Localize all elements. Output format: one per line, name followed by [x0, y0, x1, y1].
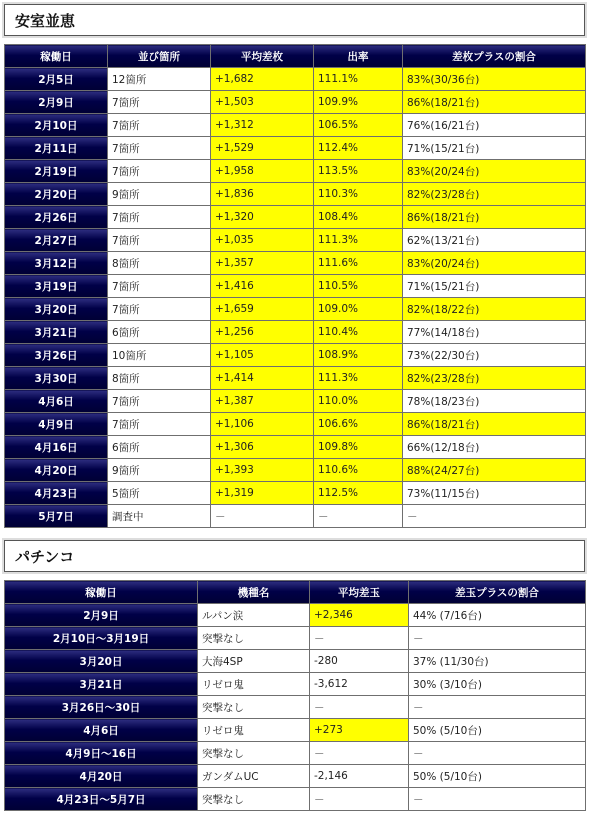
table-row — [5, 114, 586, 137]
average-diff-cell: +1,320 — [211, 206, 314, 229]
model-cell: 突撃なし — [198, 627, 310, 650]
date-cell: 3月26日 — [5, 344, 108, 367]
payout-rate-cell: － — [314, 505, 403, 528]
plus-ratio-cell: 83%(30/36台) — [403, 68, 586, 91]
plus-ratio-cell: 73%(22/30台) — [403, 344, 586, 367]
date-cell: 3月19日 — [5, 275, 108, 298]
plus-ratio-cell: 88%(24/27台) — [403, 459, 586, 482]
date-cell: 4月6日 — [5, 390, 108, 413]
section-title-text: パチンコ — [15, 548, 75, 566]
average-diff-cell: +1,416 — [211, 275, 314, 298]
date-cell: 4月23日～5月7日 — [5, 788, 198, 811]
date-cell: 3月12日 — [5, 252, 108, 275]
locations-cell: 9箇所 — [108, 183, 211, 206]
locations-cell: 7箇所 — [108, 160, 211, 183]
payout-rate-cell: 108.9% — [314, 344, 403, 367]
table-row — [5, 505, 586, 528]
table-header-row — [5, 45, 586, 68]
model-cell: リゼロ鬼 — [198, 719, 310, 742]
table-row — [5, 68, 586, 91]
average-diff-cell: +1,529 — [211, 137, 314, 160]
locations-cell: 6箇所 — [108, 321, 211, 344]
payout-rate-cell: 110.0% — [314, 390, 403, 413]
header-locations: 並び箇所 — [108, 45, 211, 68]
date-cell: 2月27日 — [5, 229, 108, 252]
plus-ratio-cell: 71%(15/21台) — [403, 137, 586, 160]
average-diff-cell: +1,503 — [211, 91, 314, 114]
payout-rate-cell: 110.3% — [314, 183, 403, 206]
section-title-pachinko — [4, 540, 585, 572]
table-row — [5, 627, 586, 650]
table-row — [5, 765, 586, 788]
locations-cell: 5箇所 — [108, 482, 211, 505]
average-balls-cell: -3,612 — [310, 673, 409, 696]
average-diff-cell: +1,357 — [211, 252, 314, 275]
plus-ratio-cell: 73%(11/15台) — [403, 482, 586, 505]
table-row — [5, 298, 586, 321]
average-diff-cell: +1,306 — [211, 436, 314, 459]
date-cell: 3月21日 — [5, 321, 108, 344]
date-cell: 5月7日 — [5, 505, 108, 528]
locations-cell: 7箇所 — [108, 298, 211, 321]
average-diff-cell: +1,106 — [211, 413, 314, 436]
model-cell: 突撃なし — [198, 696, 310, 719]
locations-cell: 8箇所 — [108, 367, 211, 390]
header-payout-rate: 出率 — [314, 45, 403, 68]
table-row — [5, 252, 586, 275]
average-balls-cell: +2,346 — [310, 604, 409, 627]
locations-cell: 7箇所 — [108, 114, 211, 137]
average-balls-cell: － — [310, 788, 409, 811]
table-row — [5, 436, 586, 459]
average-balls-cell: -280 — [310, 650, 409, 673]
plus-ratio-cell: 82%(23/28台) — [403, 367, 586, 390]
plus-ratio-cell: 86%(18/21台) — [403, 91, 586, 114]
table-row — [5, 160, 586, 183]
date-cell: 2月26日 — [5, 206, 108, 229]
header-average-balls: 平均差玉 — [310, 581, 409, 604]
table-row — [5, 275, 586, 298]
table-row — [5, 137, 586, 160]
date-cell: 2月5日 — [5, 68, 108, 91]
locations-cell: 調査中 — [108, 505, 211, 528]
table-row — [5, 206, 586, 229]
plus-ratio-cell: 82%(23/28台) — [403, 183, 586, 206]
plus-ratio-cell: 37% (11/30台) — [409, 650, 586, 673]
payout-rate-cell: 109.8% — [314, 436, 403, 459]
model-cell: ガンダムUC — [198, 765, 310, 788]
table-row — [5, 482, 586, 505]
date-cell: 3月20日 — [5, 650, 198, 673]
locations-cell: 7箇所 — [108, 390, 211, 413]
header-model: 機種名 — [198, 581, 310, 604]
model-cell: 突撃なし — [198, 788, 310, 811]
date-cell: 3月26日～30日 — [5, 696, 198, 719]
plus-ratio-cell: 78%(18/23台) — [403, 390, 586, 413]
date-cell: 4月20日 — [5, 765, 198, 788]
payout-rate-cell: 106.6% — [314, 413, 403, 436]
locations-cell: 7箇所 — [108, 229, 211, 252]
table-row — [5, 788, 586, 811]
table-row — [5, 719, 586, 742]
plus-ratio-cell: 50% (5/10台) — [409, 719, 586, 742]
table-row — [5, 673, 586, 696]
plus-ratio-cell: 83%(20/24台) — [403, 252, 586, 275]
plus-ratio-cell: 82%(18/22台) — [403, 298, 586, 321]
date-cell: 2月11日 — [5, 137, 108, 160]
plus-ratio-cell: 50% (5/10台) — [409, 765, 586, 788]
average-diff-cell: +1,105 — [211, 344, 314, 367]
payout-rate-cell: 106.5% — [314, 114, 403, 137]
plus-ratio-cell: － — [409, 627, 586, 650]
plus-ratio-cell: － — [409, 742, 586, 765]
payout-rate-cell: 110.6% — [314, 459, 403, 482]
table-header-row — [5, 581, 586, 604]
plus-ratio-cell: － — [403, 505, 586, 528]
table-row — [5, 183, 586, 206]
pachinko-results-table — [4, 580, 586, 811]
date-cell: 4月6日 — [5, 719, 198, 742]
average-diff-cell: +1,035 — [211, 229, 314, 252]
locations-cell: 6箇所 — [108, 436, 211, 459]
payout-rate-cell: 109.9% — [314, 91, 403, 114]
average-diff-cell: +1,393 — [211, 459, 314, 482]
locations-cell: 7箇所 — [108, 91, 211, 114]
date-cell: 4月9日～16日 — [5, 742, 198, 765]
table-row — [5, 650, 586, 673]
table-row — [5, 321, 586, 344]
plus-ratio-cell: 76%(16/21台) — [403, 114, 586, 137]
payout-rate-cell: 111.3% — [314, 367, 403, 390]
locations-cell: 10箇所 — [108, 344, 211, 367]
plus-ratio-cell: 77%(14/18台) — [403, 321, 586, 344]
date-cell: 2月9日 — [5, 604, 198, 627]
table-row — [5, 696, 586, 719]
table-row — [5, 604, 586, 627]
average-diff-cell: +1,659 — [211, 298, 314, 321]
locations-cell: 7箇所 — [108, 206, 211, 229]
date-cell: 2月9日 — [5, 91, 108, 114]
date-cell: 2月19日 — [5, 160, 108, 183]
plus-ratio-cell: 83%(20/24台) — [403, 160, 586, 183]
average-diff-cell: +1,387 — [211, 390, 314, 413]
date-cell: 4月23日 — [5, 482, 108, 505]
table-row — [5, 229, 586, 252]
payout-rate-cell: 110.5% — [314, 275, 403, 298]
payout-rate-cell: 108.4% — [314, 206, 403, 229]
plus-ratio-cell: － — [409, 788, 586, 811]
average-diff-cell: +1,414 — [211, 367, 314, 390]
model-cell: 大海4SP — [198, 650, 310, 673]
payout-rate-cell: 109.0% — [314, 298, 403, 321]
date-cell: 2月10日～3月19日 — [5, 627, 198, 650]
locations-cell: 7箇所 — [108, 137, 211, 160]
header-date: 稼働日 — [5, 45, 108, 68]
plus-ratio-cell: 62%(13/21台) — [403, 229, 586, 252]
average-diff-cell: +1,958 — [211, 160, 314, 183]
average-balls-cell: -2,146 — [310, 765, 409, 788]
section-title-anshitsu — [4, 4, 585, 36]
average-diff-cell: － — [211, 505, 314, 528]
plus-ratio-cell: 86%(18/21台) — [403, 413, 586, 436]
slot-results-table — [4, 44, 586, 528]
average-balls-cell: － — [310, 696, 409, 719]
header-plus-ratio: 差玉プラスの割合 — [409, 581, 586, 604]
date-cell: 2月10日 — [5, 114, 108, 137]
date-cell: 3月20日 — [5, 298, 108, 321]
date-cell: 4月9日 — [5, 413, 108, 436]
locations-cell: 12箇所 — [108, 68, 211, 91]
average-diff-cell: +1,682 — [211, 68, 314, 91]
header-date: 稼働日 — [5, 581, 198, 604]
locations-cell: 9箇所 — [108, 459, 211, 482]
payout-rate-cell: 113.5% — [314, 160, 403, 183]
date-cell: 2月20日 — [5, 183, 108, 206]
date-cell: 4月16日 — [5, 436, 108, 459]
payout-rate-cell: 111.3% — [314, 229, 403, 252]
payout-rate-cell: 110.4% — [314, 321, 403, 344]
average-balls-cell: － — [310, 627, 409, 650]
table-row — [5, 367, 586, 390]
section-title-text: 安室並恵 — [15, 12, 76, 30]
payout-rate-cell: 111.1% — [314, 68, 403, 91]
header-average-diff: 平均差枚 — [211, 45, 314, 68]
locations-cell: 7箇所 — [108, 413, 211, 436]
table-row — [5, 390, 586, 413]
plus-ratio-cell: 44% (7/16台) — [409, 604, 586, 627]
average-diff-cell: +1,256 — [211, 321, 314, 344]
average-diff-cell: +1,836 — [211, 183, 314, 206]
average-balls-cell: － — [310, 742, 409, 765]
model-cell: リゼロ鬼 — [198, 673, 310, 696]
date-cell: 3月30日 — [5, 367, 108, 390]
plus-ratio-cell: － — [409, 696, 586, 719]
table-row — [5, 742, 586, 765]
model-cell: 突撃なし — [198, 742, 310, 765]
date-cell: 3月21日 — [5, 673, 198, 696]
header-plus-ratio: 差枚プラスの割合 — [403, 45, 586, 68]
payout-rate-cell: 112.5% — [314, 482, 403, 505]
locations-cell: 8箇所 — [108, 252, 211, 275]
average-balls-cell: +273 — [310, 719, 409, 742]
table-row — [5, 344, 586, 367]
table-row — [5, 91, 586, 114]
payout-rate-cell: 111.6% — [314, 252, 403, 275]
table-row — [5, 413, 586, 436]
average-diff-cell: +1,319 — [211, 482, 314, 505]
plus-ratio-cell: 30% (3/10台) — [409, 673, 586, 696]
model-cell: ルパン涙 — [198, 604, 310, 627]
plus-ratio-cell: 71%(15/21台) — [403, 275, 586, 298]
payout-rate-cell: 112.4% — [314, 137, 403, 160]
date-cell: 4月20日 — [5, 459, 108, 482]
plus-ratio-cell: 66%(12/18台) — [403, 436, 586, 459]
table-row — [5, 459, 586, 482]
average-diff-cell: +1,312 — [211, 114, 314, 137]
plus-ratio-cell: 86%(18/21台) — [403, 206, 586, 229]
locations-cell: 7箇所 — [108, 275, 211, 298]
